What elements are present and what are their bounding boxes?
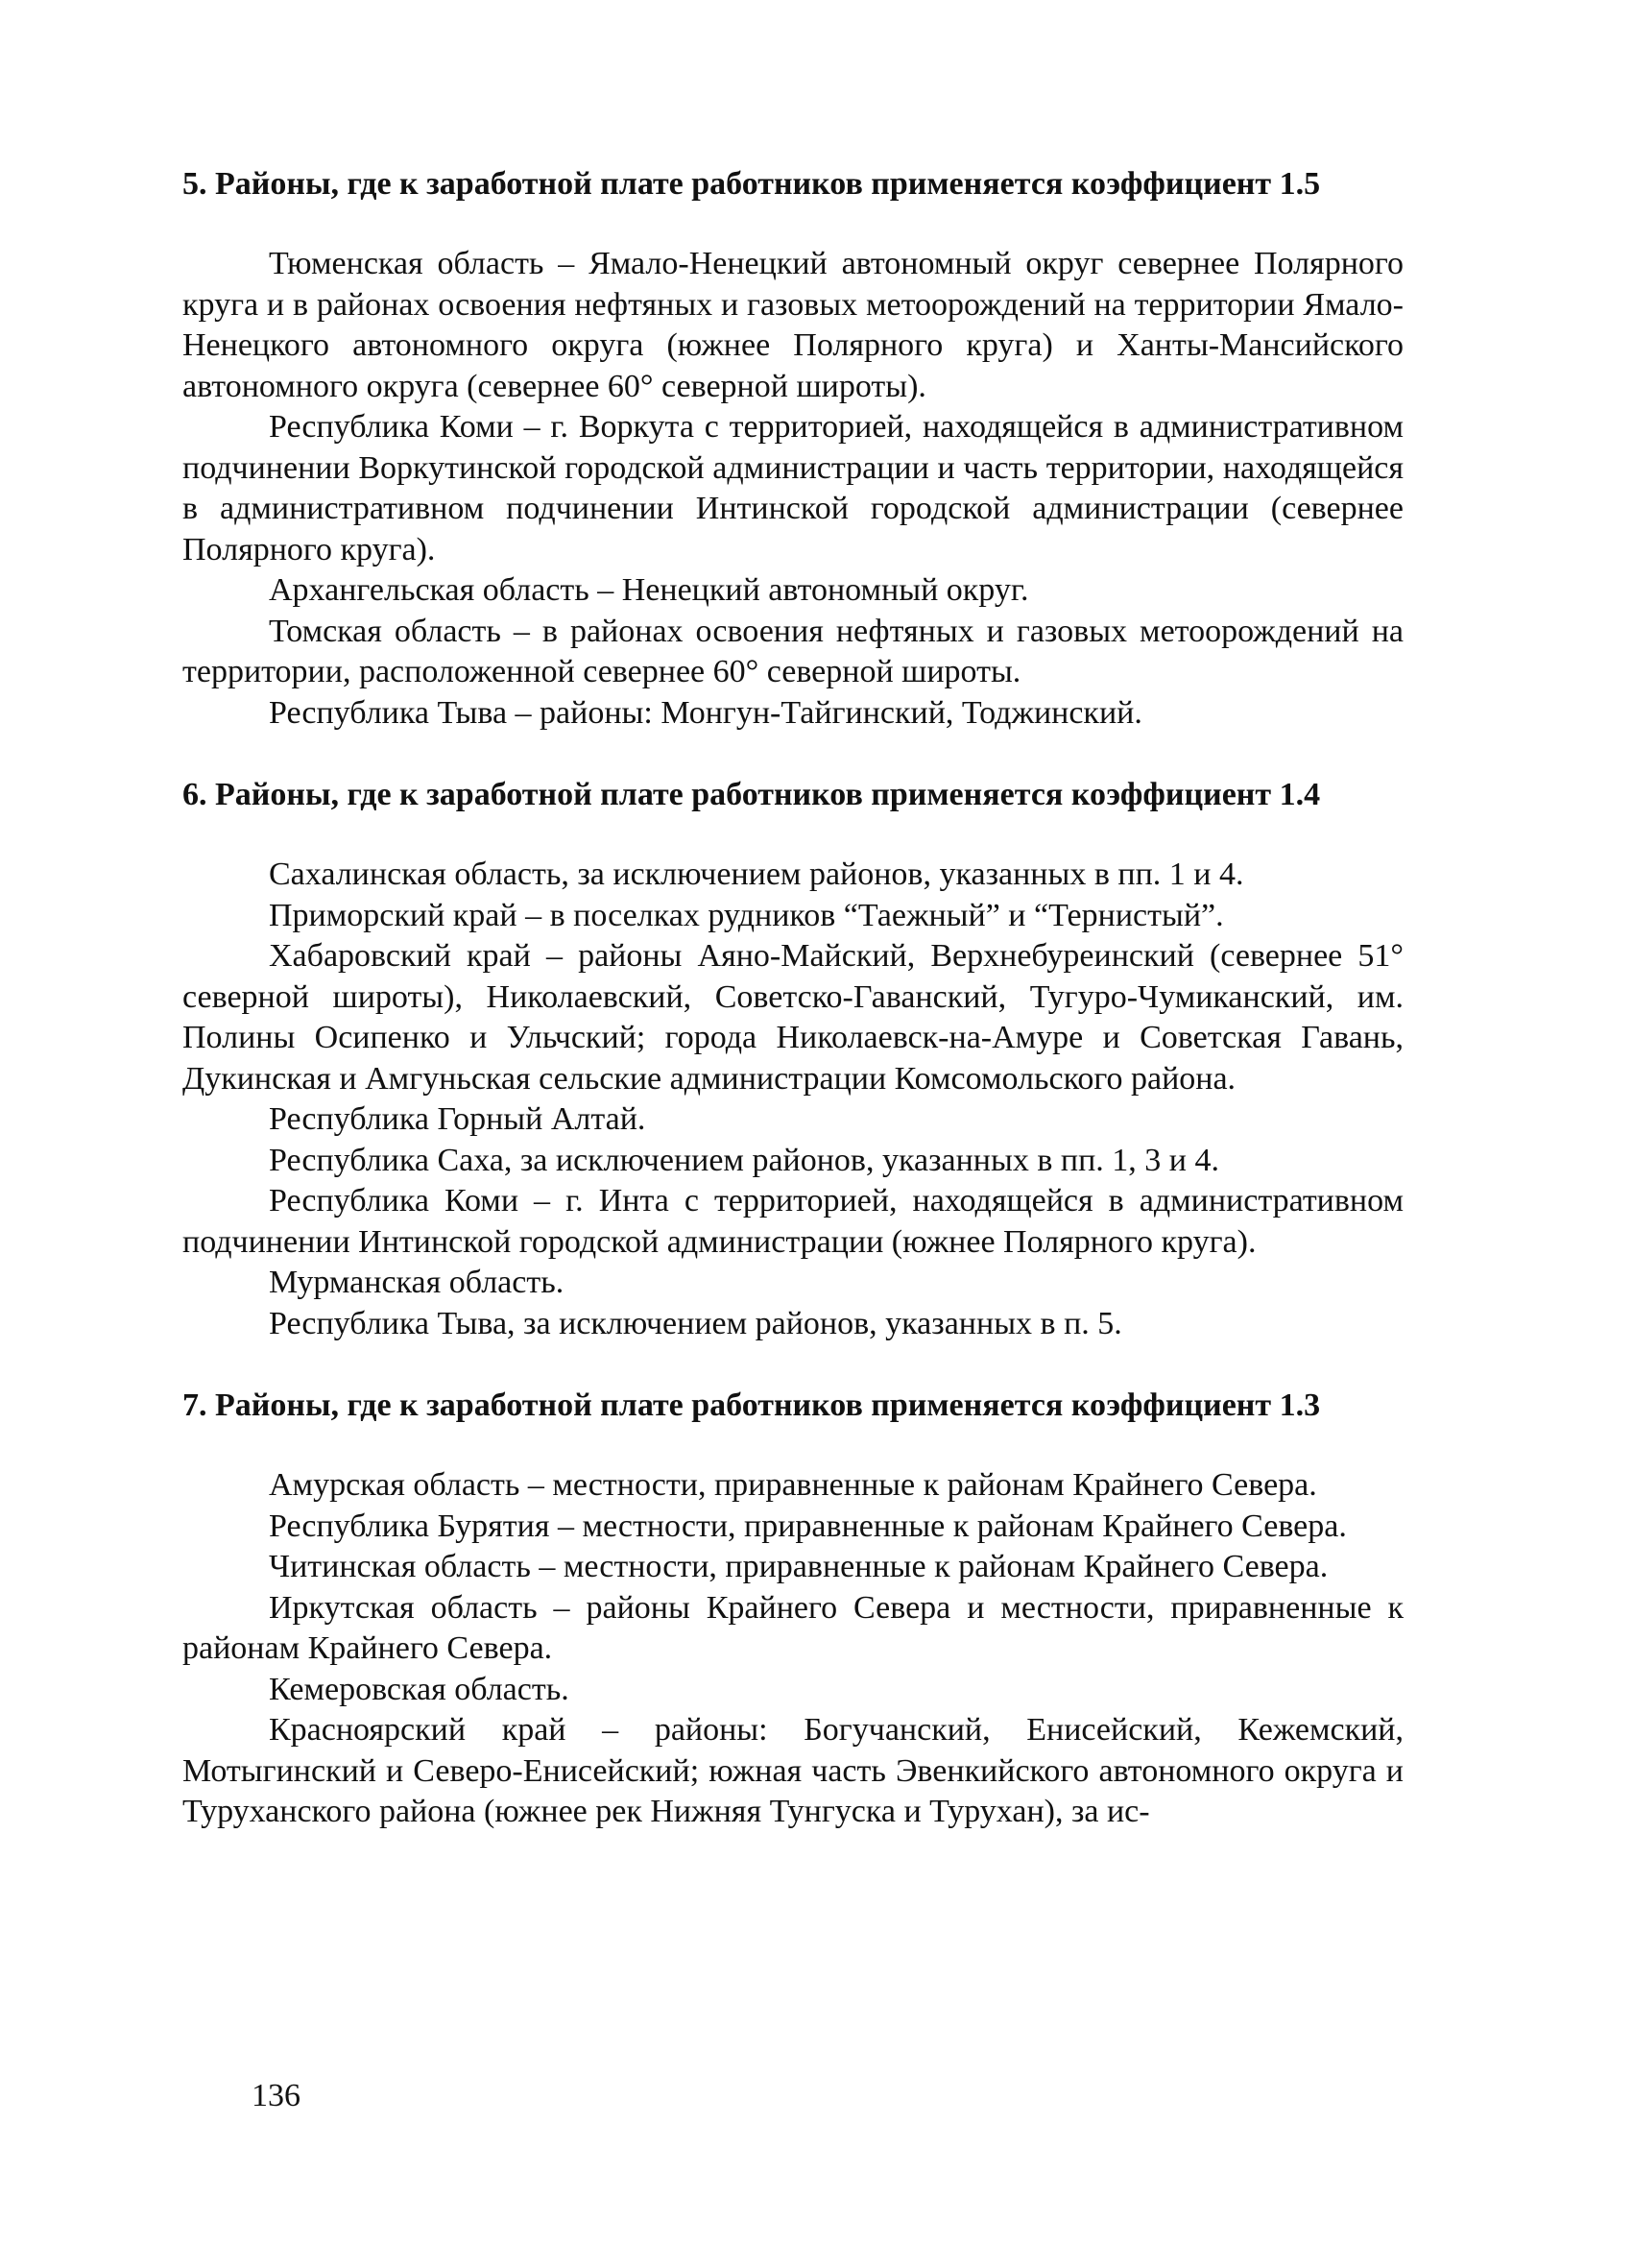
paragraph: Республика Горный Алтай. [269,1101,646,1137]
paragraph: Сахалинская область, за исключением районов, указанных в пп. 1 и 4. [269,857,1244,892]
section-heading: 6. Районы, где к заработной плате работников применяется коэффициент 1.4 [182,777,1321,812]
section-heading: 5. Районы, где к заработной плате работников применяется коэффициент 1.5 [182,166,1321,202]
section-heading: 7. Районы, где к заработной плате работников применяется коэффициент 1.3 [182,1387,1321,1423]
paragraph: Хабаровский край – районы Аяно-Майский, Верхнебуреинский (севернее 51° северной широты), Николаевский, Советско-Гаванский, Тугуро-Чумиканский, им. Полины Осипенко и Ульчский; города Николаевск-на-Амуре и Советская Гавань, Дукинская и Амгуньская сельские администрации Комсомольского района. [182,938,1404,1097]
paragraph: Амурская область – местности, приравненные к районам Крайнего Севера. [269,1467,1317,1503]
paragraph: Кемеровская область. [269,1671,569,1707]
paragraph: Мурманская область. [269,1265,564,1300]
paragraph: Республика Бурятия – местности, приравненные к районам Крайнего Севера. [269,1508,1347,1544]
section-spacer [182,734,1404,774]
paragraph: Республика Коми – г. Воркута с территорией, находящейся в административном подчинении Воркутинской городской администрации и часть территории, находящейся в административном подчинении Интинской городской администрации (севернее Полярного круга). [182,409,1404,567]
paragraph: Иркутская область – районы Крайнего Севера и местности, приравненные к районам Крайнего Севера. [182,1589,1404,1666]
paragraph: Читинская область – местности, приравненные к районам Крайнего Севера. [269,1549,1329,1584]
page-number: 136 [252,2078,300,2113]
paragraph: Приморский край – в поселках рудников “Таежный” и “Тернистый”. [269,897,1224,933]
section-coefficient-1-5 [182,163,1404,734]
paragraph: Республика Тыва – районы: Монгун-Тайгинский, Тоджинский. [269,694,1142,731]
paragraph: Томская область – в районах освоения нефтяных и газовых метоорождений на территории, расположенной севернее 60° северной широты. [182,613,1404,689]
paragraph: Республика Саха, за исключением районов, указанных в пп. 1, 3 и 4. [269,1142,1219,1178]
section-coefficient-1-4 [182,774,1404,1344]
paragraph: Красноярский край – районы: Богучанский, Енисейский, Кежемский, Мотыгинский и Северо-Енисейский; южная часть Эвенкийского автономного округа и Туруханского района (южнее рек Нижняя Тунгуска и Турухан), за ис- [182,1712,1404,1829]
paragraph: Тюменская область – Ямало-Ненецкий автономный округ севернее Полярного круга и в районах освоения нефтяных и газовых метоорождений на территории Ямало-Ненецкого автономного округа (южнее Полярного круга) и Ханты-Мансийского автономного округа (севернее 60° северной широты). [182,246,1404,404]
paragraph: Республика Тыва, за исключением районов, указанных в п. 5. [269,1305,1122,1341]
paragraph: Архангельская область – Ненецкий автономный округ. [269,572,1029,608]
paragraph: Республика Коми – г. Инта с территорией, находящейся в административном подчинении Интинской городской администрации (южнее Полярного круга). [182,1183,1404,1260]
document-page [182,163,1404,1833]
section-coefficient-1-3 [182,1385,1404,1833]
section-spacer [182,1344,1404,1385]
